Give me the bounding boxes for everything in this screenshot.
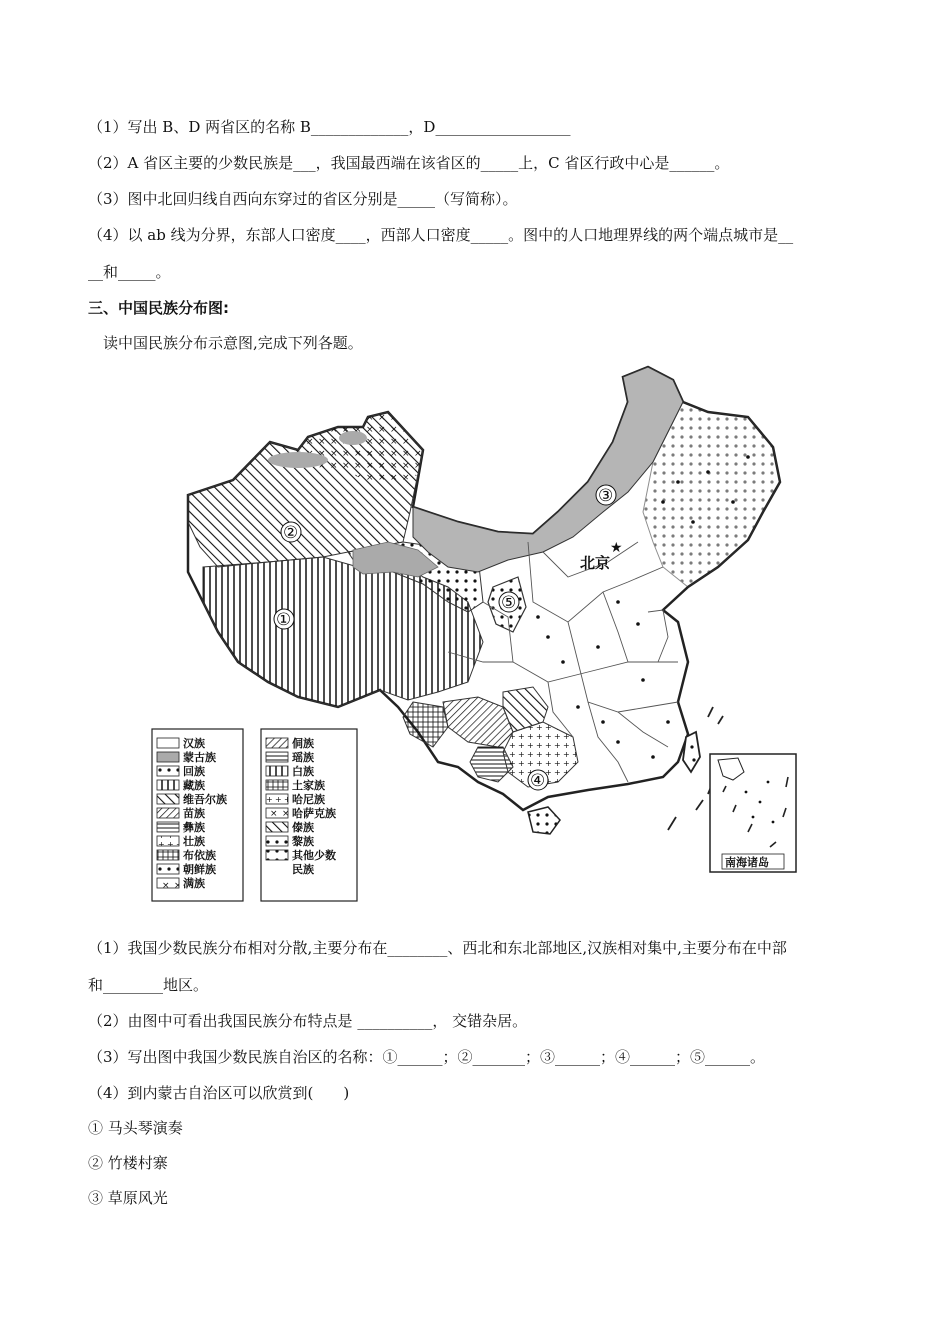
legend-kazakh: 哈萨克族 [292,807,336,820]
swatch-kazakh [266,808,288,818]
swatch-manchu [157,878,179,888]
legend-left [152,729,243,901]
section-heading: 三、中国民族分布图: [88,299,229,317]
question-3-1-cont: 和________地区。 [88,976,209,994]
ethnic-distribution-map [148,362,798,907]
legend-zhuang: 壮族 [183,835,205,848]
legend-yi: 彝族 [183,821,205,834]
question-2-2: （2）A 省区主要的少数民族是___，我国最西端在该省区的_____上，C 省区行政中心是______。 [88,154,730,172]
label-4: ④ [530,771,546,791]
option-1: ① 马头琴演奏 [88,1119,183,1137]
swatch-hani [266,794,288,804]
swatch-yi [157,822,179,832]
swatch-bai [266,766,288,776]
question-3-4: （4）到内蒙古自治区可以欣赏到( ) [88,1084,350,1102]
label-3: ③ [598,486,614,506]
legend-other-cont: 民族 [292,863,314,876]
swatch-dong [266,738,288,748]
legend-hui: 回族 [183,765,205,778]
question-2-4: （4）以 ab 线为分界，东部人口密度____，西部人口密度_____。图中的人口地理界线的两个端点城市是__ [88,226,794,244]
swatch-zhuang [157,836,179,846]
legend-tujia: 土家族 [292,779,325,792]
south-china-sea-inset [710,754,796,872]
legend-manchu: 满族 [183,877,205,890]
legend-other: 其他少数 [292,849,336,862]
hainan-island [528,807,560,834]
label-5: ⑤ [501,593,517,613]
legend-hani: 哈尼族 [292,793,325,806]
question-3-2: （2）由图中可看出我国民族分布特点是 __________， 交错杂居。 [88,1012,528,1030]
beijing-label: 北京 [580,554,611,572]
swatch-mongol [157,752,179,762]
legend-han: 汉族 [183,737,205,750]
option-2: ② 竹楼村寨 [88,1154,168,1172]
legend-right [261,729,357,901]
legend-tibetan: 藏族 [183,779,205,792]
question-2-4-cont: __和_____。 [88,263,171,281]
legend-dai: 傣族 [292,821,314,834]
swatch-hui [157,766,179,776]
swatch-dai [266,822,288,832]
swatch-miao [157,808,179,818]
svg-text:★: ★ [610,540,623,556]
section-intro: 读中国民族分布示意图,完成下列各题。 [103,334,363,352]
swatch-yao [266,752,288,762]
question-2-3: （3）图中北回归线自西向东穿过的省区分别是_____（写简称）。 [88,190,518,208]
swatch-uyghur [157,794,179,804]
legend-mongol: 蒙古族 [183,751,216,764]
legend-dong: 侗族 [292,737,314,750]
taiwan-island [683,732,700,772]
legend-li: 黎族 [292,835,314,848]
swatch-li [266,836,288,846]
swatch-tujia [266,780,288,790]
legend-uyghur: 维吾尔族 [183,793,227,806]
swatch-tibetan [157,780,179,790]
swatch-other [266,850,288,860]
swatch-han [157,738,179,748]
question-3-3: （3）写出图中我国少数民族自治区的名称：①______；②_______；③______；④______；⑤______。 [88,1048,766,1066]
legend-yao: 瑶族 [292,751,314,764]
inset-caption: 南海诸岛 [725,856,769,869]
label-2: ② [283,523,299,543]
hui-patch [339,431,367,445]
label-1: ① [276,610,292,630]
swatch-buyi [157,850,179,860]
legend-buyi: 布依族 [183,849,216,862]
swatch-korean [157,864,179,874]
question-2-1: （1）写出 B、D 两省区的名称 B_____________，D__________________ [88,118,571,136]
legend-miao: 苗族 [183,807,205,820]
hui-patch [268,452,328,468]
option-3: ③ 草原风光 [88,1189,168,1207]
legend-bai: 白族 [292,765,314,778]
legend-korean: 朝鲜族 [183,863,216,876]
question-3-1: （1）我国少数民族分布相对分散,主要分布在________、西北和东北部地区,汉族相对集中,主要分布在中部 [88,939,787,957]
